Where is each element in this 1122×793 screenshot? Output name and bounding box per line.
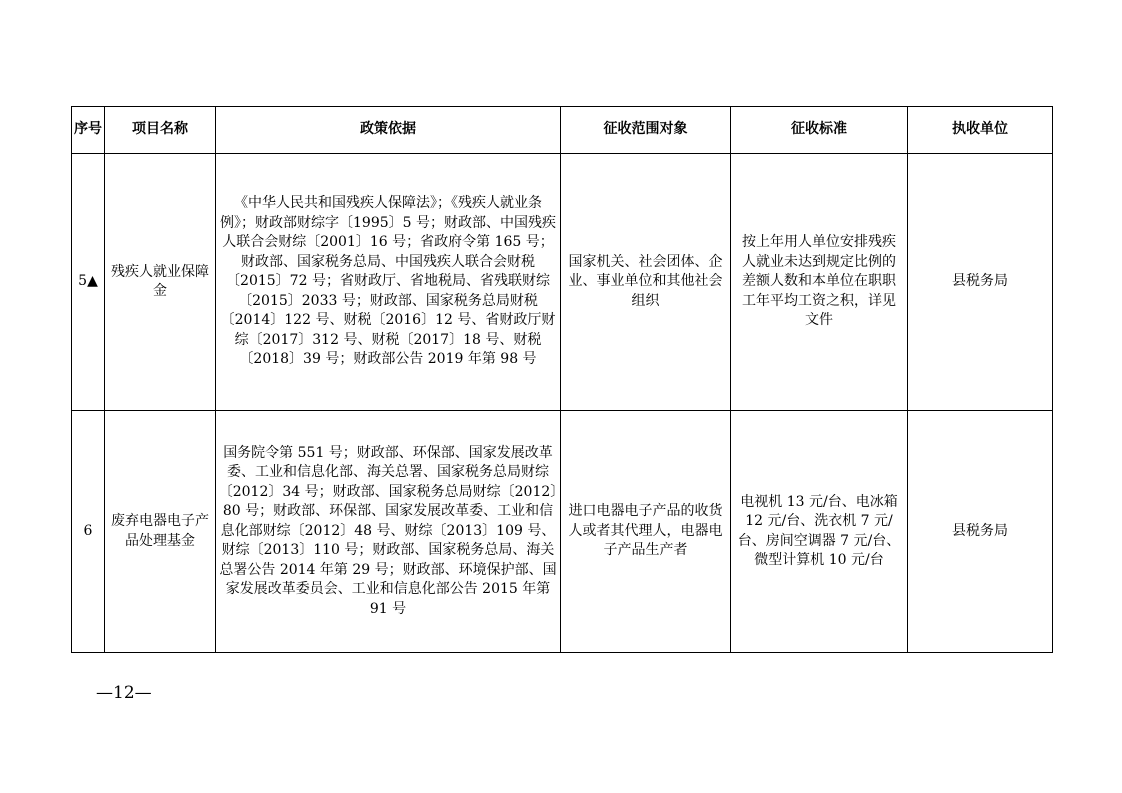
fee-table — [71, 106, 1053, 653]
cell-seq: 5▲ — [72, 154, 105, 411]
cell-unit: 县税务局 — [908, 154, 1053, 411]
cell-standard: 按上年用人单位安排残疾人就业未达到规定比例的差额人数和本单位在职职工年平均工资之积，详见文件 — [731, 154, 908, 411]
cell-basis: 《中华人民共和国残疾人保障法》；《残疾人就业条例》；财政部财综字〔1995〕5 号；财政部、中国残疾人联合会财综〔2001〕16 号；省政府令第 165 号；财政部、国家税务总局、中国残疾人联合会财税〔2015〕72 号；省财政厅、省地税局、省残联财综〔2015〕2033 号；财政部、国家税务总局财税〔2014〕122 号、财税〔2016〕12 号、省财政厅财综〔2017〕312 号、财税〔2017〕18 号、财税〔2018〕39 号；财政部公告 2019 年第 98 号 — [216, 154, 561, 411]
cell-scope: 国家机关、社会团体、企业、事业单位和其他社会组织 — [561, 154, 731, 411]
table-row — [72, 411, 1053, 653]
cell-name: 废弃电器电子产品处理基金 — [105, 411, 216, 653]
cell-basis: 国务院令第 551 号；财政部、环保部、国家发展改革委、工业和信息化部、海关总署、国家税务总局财综〔2012〕34 号；财政部、国家税务总局财综〔2012〕80 号；财政部、环保部、国家发展改革委、工业和信息化部财综〔2012〕48 号、财综〔2013〕109 号、财综〔2013〕110 号；财政部、国家税务总局、海关总署公告 2014 年第 29 号；财政部、环境保护部、国家发展改革委员会、工业和信息化部公告 2015 年第 91 号 — [216, 411, 561, 653]
header-name: 项目名称 — [105, 107, 216, 154]
cell-scope: 进口电器电子产品的收货人或者其代理人，电器电子产品生产者 — [561, 411, 731, 653]
header-scope: 征收范围对象 — [561, 107, 731, 154]
header-basis: 政策依据 — [216, 107, 561, 154]
table-row — [72, 154, 1053, 411]
header-standard: 征收标准 — [731, 107, 908, 154]
cell-name: 残疾人就业保障金 — [105, 154, 216, 411]
cell-seq: 6 — [72, 411, 105, 653]
table-header-row — [72, 107, 1053, 154]
cell-unit: 县税务局 — [908, 411, 1053, 653]
header-unit: 执收单位 — [908, 107, 1053, 154]
cell-standard: 电视机 13 元/台、电冰箱 12 元/台、洗衣机 7 元/台、房间空调器 7 元/台、微型计算机 10 元/台 — [731, 411, 908, 653]
header-seq: 序号 — [72, 107, 105, 154]
page-number: —12— — [96, 683, 152, 703]
